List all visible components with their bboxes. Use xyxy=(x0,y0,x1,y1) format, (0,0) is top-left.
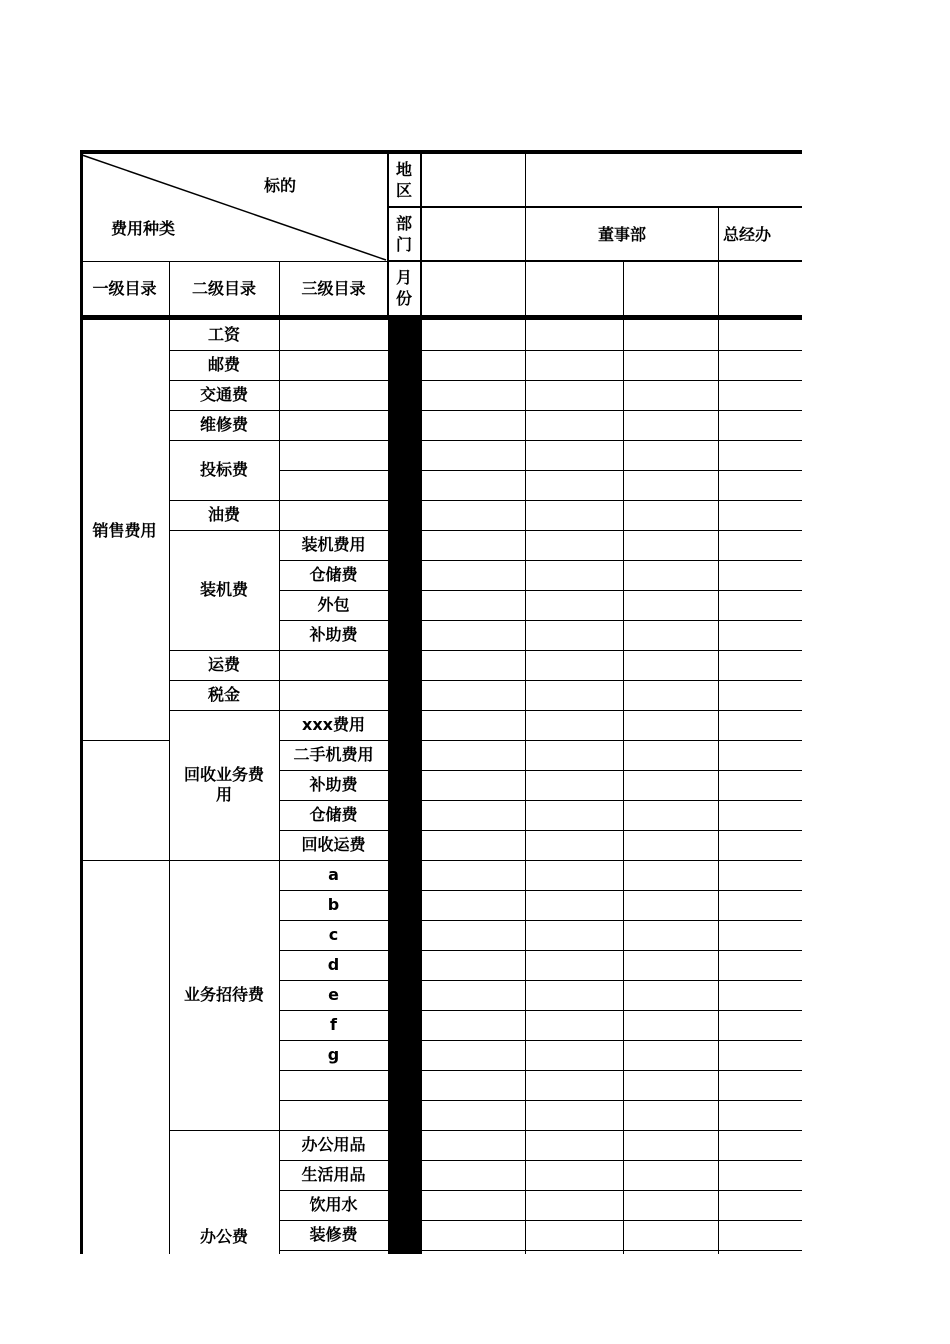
grid-hline xyxy=(169,860,279,861)
grid-vline xyxy=(623,260,624,1254)
entertainment-item-c: c xyxy=(328,925,339,944)
grid-hline xyxy=(420,620,802,621)
grid-hline xyxy=(279,680,388,681)
diagonal-line xyxy=(80,150,390,262)
grid-hline xyxy=(279,1220,388,1221)
grid-hline xyxy=(169,380,279,381)
grid-hline xyxy=(420,980,802,981)
grid-hline xyxy=(420,1130,802,1131)
grid-vline xyxy=(169,262,170,1254)
item-install: 装机费 xyxy=(199,580,248,599)
grid-hline xyxy=(80,150,802,154)
grid-hline xyxy=(420,920,802,921)
grid-hline xyxy=(169,650,279,651)
grid-hline xyxy=(279,620,388,621)
item-postage: 邮费 xyxy=(207,355,240,374)
grid-hline xyxy=(169,680,279,681)
grid-vline xyxy=(279,262,280,1254)
category-entertainment: 业务招待费 xyxy=(183,985,264,1004)
grid-hline xyxy=(388,260,802,262)
grid-hline xyxy=(279,1040,388,1041)
grid-hline xyxy=(420,890,802,891)
grid-hline xyxy=(420,680,802,681)
grid-hline xyxy=(279,860,388,861)
category-sales: 销售费用 xyxy=(92,520,157,540)
grid-hline xyxy=(169,1130,279,1131)
grid-hline xyxy=(420,380,802,381)
grid-hline xyxy=(420,740,802,741)
grid-hline xyxy=(420,860,802,861)
grid-vline xyxy=(525,150,526,1254)
grid-hline xyxy=(420,470,802,471)
grid-hline xyxy=(279,950,388,951)
entertainment-item-d: d xyxy=(327,955,340,974)
grid-hline xyxy=(279,770,388,771)
install-sub-4: 补助费 xyxy=(309,625,358,644)
grid-hline xyxy=(420,1190,802,1191)
grid-hline xyxy=(169,410,279,411)
grid-hline xyxy=(169,530,279,531)
grid-hline xyxy=(420,650,802,651)
grid-hline xyxy=(279,380,388,381)
grid-hline xyxy=(420,1010,802,1011)
department-label: 部 门 xyxy=(395,214,412,254)
grid-hline xyxy=(279,800,388,801)
level1-header: 一级目录 xyxy=(92,278,157,298)
grid-hline xyxy=(388,206,802,208)
dept-board-header: 董事部 xyxy=(597,224,646,244)
item-transport: 交通费 xyxy=(199,385,248,404)
grid-hline xyxy=(420,350,802,351)
entertainment-item-e: e xyxy=(328,985,339,1004)
grid-hline xyxy=(279,710,388,711)
region-label: 地 区 xyxy=(395,160,412,200)
dept-gm-header: 总经办 xyxy=(723,224,772,244)
recycle-item-4: 仓储费 xyxy=(309,805,358,824)
entertainment-item-b: b xyxy=(327,895,340,914)
grid-hline xyxy=(420,560,802,561)
office-item-2: 生活用品 xyxy=(301,1165,366,1184)
grid-hline xyxy=(420,1250,802,1251)
grid-hline xyxy=(420,710,802,711)
entertainment-item-a: a xyxy=(328,865,339,884)
grid-hline xyxy=(80,860,169,861)
grid-hline xyxy=(279,440,388,441)
install-sub-2: 仓储费 xyxy=(309,565,358,584)
grid-hline xyxy=(420,1100,802,1101)
grid-hline xyxy=(279,470,388,471)
grid-hline xyxy=(420,1220,802,1221)
grid-hline xyxy=(279,1100,388,1101)
grid-hline xyxy=(279,1160,388,1161)
item-salary: 工资 xyxy=(207,325,240,344)
grid-hline xyxy=(279,830,388,831)
level2-header: 二级目录 xyxy=(191,278,256,298)
grid-hline xyxy=(279,350,388,351)
grid-hline xyxy=(169,440,279,441)
grid-hline xyxy=(169,710,279,711)
grid-hline xyxy=(420,800,802,801)
level3-header: 三级目录 xyxy=(301,278,366,298)
recycle-item-5: 回收运费 xyxy=(301,835,366,854)
grid-hline xyxy=(420,830,802,831)
item-freight: 运费 xyxy=(207,655,240,674)
grid-vline xyxy=(387,150,389,320)
grid-hline xyxy=(420,590,802,591)
entertainment-item-f: f xyxy=(330,1015,337,1034)
grid-hline xyxy=(169,500,279,501)
grid-vline xyxy=(420,150,422,1254)
install-sub-3: 外包 xyxy=(317,595,350,614)
category-office: 办公费 xyxy=(199,1227,248,1246)
office-item-3: 饮用水 xyxy=(309,1195,358,1214)
office-item-1: 办公用品 xyxy=(301,1135,366,1154)
grid-hline xyxy=(279,1070,388,1071)
grid-hline xyxy=(80,261,388,262)
grid-hline xyxy=(279,650,388,651)
item-tax: 税金 xyxy=(207,685,240,704)
grid-vline xyxy=(718,206,719,1254)
grid-hline xyxy=(169,350,279,351)
office-item-4: 装修费 xyxy=(309,1225,358,1244)
grid-hline xyxy=(279,740,388,741)
grid-hline xyxy=(279,1190,388,1191)
grid-hline xyxy=(279,890,388,891)
entertainment-item-g: g xyxy=(327,1045,340,1064)
grid-vline xyxy=(80,150,83,1254)
grid-hline xyxy=(279,920,388,921)
grid-hline xyxy=(420,1160,802,1161)
install-sub-1: 装机费用 xyxy=(301,535,366,554)
grid-hline xyxy=(279,1130,388,1131)
grid-hline xyxy=(279,410,388,411)
grid-hline xyxy=(80,315,802,320)
grid-hline xyxy=(420,1070,802,1071)
item-repair: 维修费 xyxy=(199,415,248,434)
grid-hline xyxy=(279,1250,388,1251)
category-recycle: 回收业务费用 xyxy=(183,765,264,804)
recycle-item-2: 二手机费用 xyxy=(293,745,374,764)
diagonal-top-label: 标的 xyxy=(263,176,296,195)
grid-hline xyxy=(420,440,802,441)
expense-table xyxy=(80,150,802,1254)
grid-hline xyxy=(80,740,169,741)
month-label: 月 份 xyxy=(395,268,412,308)
month-column-bar xyxy=(388,320,420,1254)
recycle-item-3: 补助费 xyxy=(309,775,358,794)
grid-hline xyxy=(279,560,388,561)
item-fuel: 油费 xyxy=(207,505,240,524)
recycle-item-1: xxx费用 xyxy=(302,715,365,734)
grid-hline xyxy=(279,590,388,591)
grid-hline xyxy=(420,530,802,531)
grid-hline xyxy=(420,770,802,771)
grid-hline xyxy=(279,530,388,531)
grid-hline xyxy=(420,410,802,411)
diagonal-bottom-label: 费用种类 xyxy=(110,219,175,238)
grid-hline xyxy=(279,1010,388,1011)
grid-hline xyxy=(279,980,388,981)
grid-hline xyxy=(420,1040,802,1041)
item-bidding: 投标费 xyxy=(199,460,248,479)
grid-hline xyxy=(420,950,802,951)
grid-hline xyxy=(279,500,388,501)
grid-hline xyxy=(420,500,802,501)
